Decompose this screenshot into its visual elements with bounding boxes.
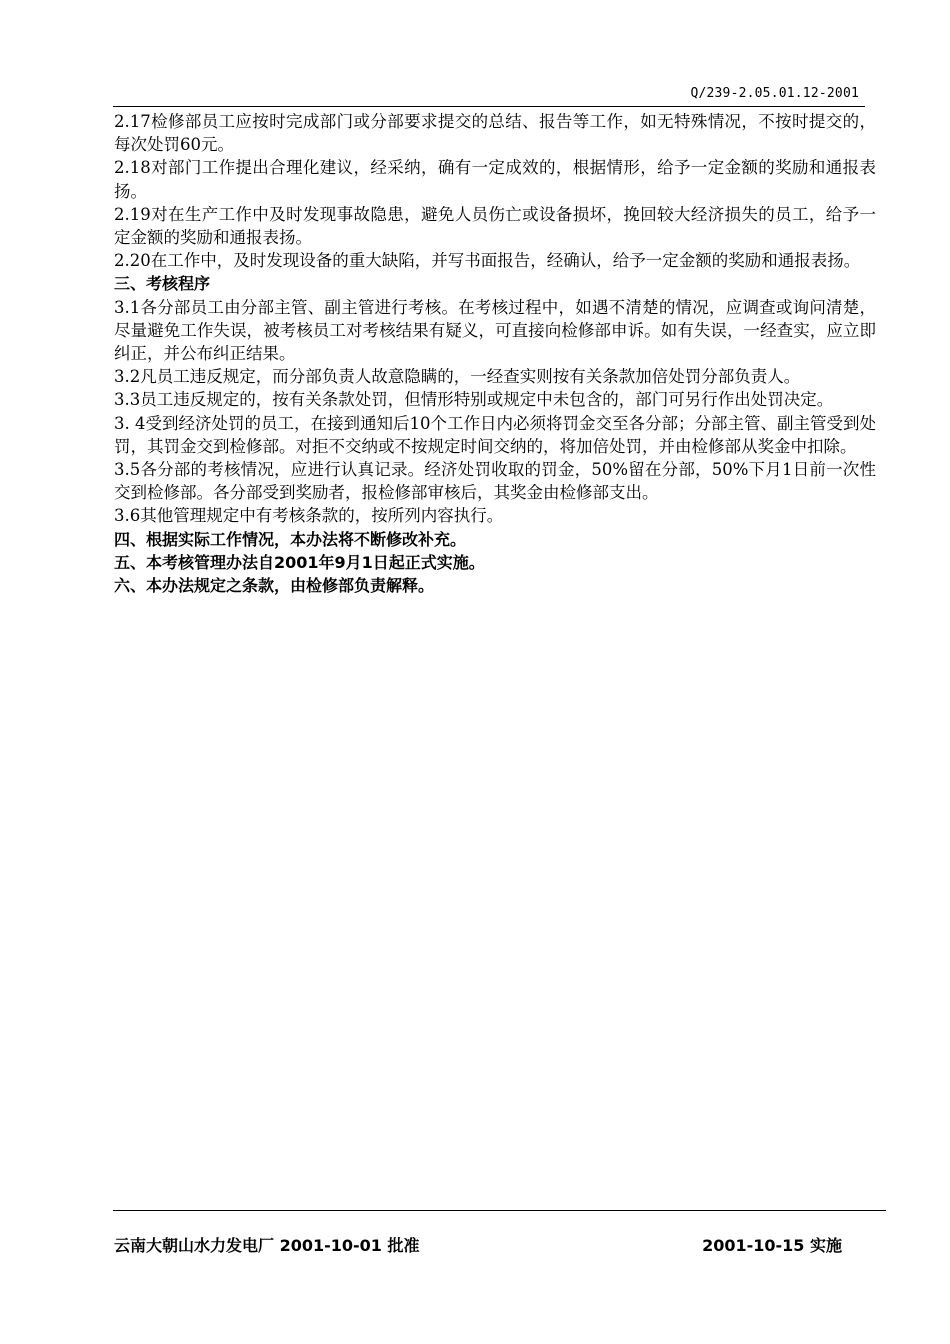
- clause-2-18: 2.18对部门工作提出合理化建议，经采纳，确有一定成效的，根据情形，给予一定金额的奖励和通报表扬。: [114, 158, 876, 201]
- document-body: [114, 110, 876, 597]
- clause-3-3: 3.3员工违反规定的，按有关条款处罚，但情形特别或规定中未包含的，部门可另行作出处罚决定。: [114, 390, 834, 410]
- section-heading-4: 四、根据实际工作情况，本办法将不断修改补充。: [114, 529, 467, 549]
- clause-2-19: 2.19对在生产工作中及时发现事故隐患，避免人员伤亡或设备损坏，挽回较大经济损失的员工，给予一定金额的奖励和通报表扬。: [114, 204, 876, 248]
- section-heading-5: 五、本考核管理办法自2001年9月1日起正式实施。: [114, 552, 485, 572]
- footer-approval: 云南大朝山水力发电厂 2001-10-01 批准: [114, 1236, 420, 1255]
- clause-3-1: 3.1各分部员工由分部主管、副主管进行考核。在考核过程中，如遇不清楚的情况，应调查或询问清楚，尽量避免工作失误，被考核员工对考核结果有疑义，可直接向检修部申诉。如有失误，一经查实，应立即纠正，并公布纠正结果。: [114, 297, 876, 364]
- clause-3-6: 3.6其他管理规定中有考核条款的，按所列内容执行。: [114, 506, 504, 526]
- header-divider: [113, 106, 865, 107]
- clause-2-17: 2.17检修部员工应按时完成部门或分部要求提交的总结、报告等工作，如无特殊情况，不按时提交的，每次处罚60元。: [114, 112, 876, 155]
- clause-3-5: 3.5各分部的考核情况，应进行认真记录。经济处罚收取的罚金，50%留在分部，50%下月1日前一次性交到检修部。各分部受到奖励者，报检修部审核后，其奖金由检修部支出。: [114, 460, 876, 503]
- section-heading-6: 六、本办法规定之条款，由检修部负责解释。: [114, 576, 435, 596]
- footer-divider: [113, 1210, 886, 1211]
- clause-2-20: 2.20在工作中，及时发现设备的重大缺陷，并写书面报告，经确认，给予一定金额的奖励和通报表扬。: [114, 251, 861, 271]
- section-heading-3: 三、考核程序: [114, 274, 211, 294]
- clause-3-4: 3. 4受到经济处罚的员工，在接到通知后10个工作日内必须将罚金交至各分部；分部主管、副主管受到处罚，其罚金交到检修部。对拒不交纳或不按规定时间交纳的，将加倍处罚，并由检修部从奖金中扣除。: [114, 413, 876, 456]
- document-code: Q/239-2.05.01.12-2001: [690, 86, 859, 101]
- footer-effective-date: 2001-10-15 实施: [702, 1236, 842, 1255]
- clause-3-2: 3.2凡员工违反规定，而分部负责人故意隐瞒的，一经查实则按有关条款加倍处罚分部负责人。: [114, 367, 801, 387]
